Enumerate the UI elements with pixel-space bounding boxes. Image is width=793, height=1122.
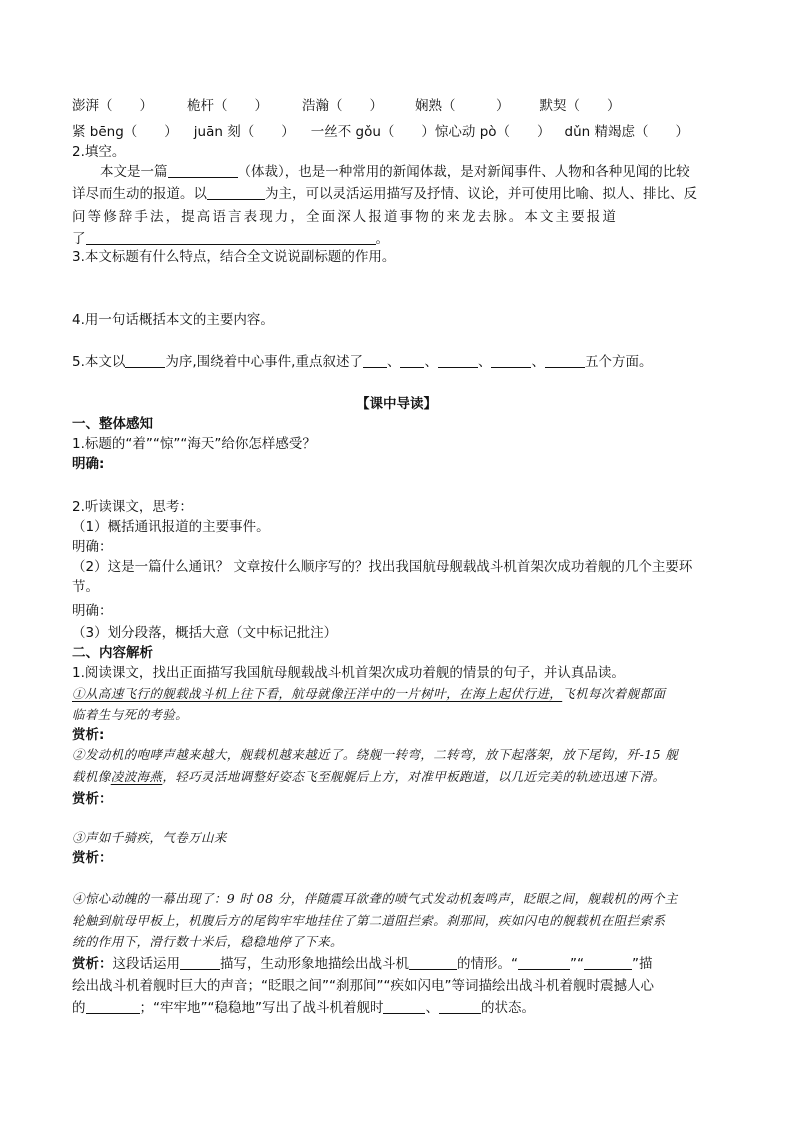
- appreciate-label: 赏析：: [72, 850, 113, 866]
- pinyin-item: 浩瀚（ ）: [302, 98, 383, 114]
- pinyin-item: 一丝不 gǒu（ ）: [310, 124, 435, 140]
- sentence-2: ②发动机的咆哮声越来越大，舰载机越来越近了。绕舰一转弯，二转弯，放下起落架，放下尾钩，歼-15 舰: [72, 747, 679, 762]
- pinyin-item: 桅杆（ ）: [187, 98, 268, 114]
- answer-label: 明确：: [72, 603, 113, 619]
- answer-blank[interactable]: [363, 353, 387, 368]
- part1-q2-2-cont: 节。: [72, 579, 99, 595]
- appreciation-line-2: 绘出战斗机着舰时巨大的声音；“眨眼之间”“刹那间”“疾如闪电”等词描绘出战斗机着舰时震撼人心: [72, 978, 654, 994]
- part1-heading: 一、整体感知: [72, 416, 153, 432]
- sentence-4-cont: 轮触到航母甲板上，机腹后方的尾钩牢牢地挂住了第二道阻拦索。刹那间，疾如闪电的舰载机在阻拦索系: [72, 913, 666, 928]
- answer-blank[interactable]: [383, 999, 425, 1014]
- q2-line-2: 详尽而生动的报道。以 为主，可以灵活运用描写及抒情、议论，并可使用比喻、拟人、排比、反: [72, 186, 697, 202]
- answer-blank[interactable]: [584, 955, 632, 970]
- appreciate-label: 赏析：: [72, 791, 113, 807]
- appreciation-line-3: 的 ；“牢牢地”“稳稳地”写出了战斗机着舰时 、 的状态。: [72, 1000, 535, 1016]
- answer-blank[interactable]: [168, 163, 238, 178]
- part1-q2: 2.听读课文，思考：: [72, 499, 193, 515]
- appreciate-label: 赏析:: [72, 727, 105, 743]
- pinyin-item: 默契（ ）: [539, 98, 621, 114]
- pinyin-item: 紧 bēng（ ）: [72, 124, 178, 140]
- sentence-3: ③声如千骑疾，气卷万山来: [72, 830, 227, 845]
- q3: 3.本文标题有什么特点，结合全文说说副标题的作用。: [72, 249, 396, 265]
- answer-blank[interactable]: [180, 955, 220, 970]
- sentence-1: ①从高速飞行的舰载战斗机上往下看，航母就像汪洋中的一片树叶，在海上起伏行进，飞机每次着舰都面: [72, 686, 666, 701]
- answer-blank[interactable]: [86, 999, 140, 1014]
- pinyin-item: 惊心动 pò（ ）: [434, 124, 551, 140]
- sentence-4: ④惊心动魄的一幕出现了：9 时 08 分，伴随震耳欲聋的喷气式发动机轰鸣声，眨眼之间，舰载机的两个主: [72, 891, 678, 906]
- sentence-1-cont: 临着生与死的考验。: [72, 707, 189, 722]
- answer-blank[interactable]: [491, 353, 531, 368]
- q2-heading: 2.填空。: [72, 144, 126, 160]
- sentence-2-cont: 载机像凌波海燕，轻巧灵活地调整好姿态飞至舰艉后上方，对准甲板跑道，以几近完美的轨迹迅速下滑。: [72, 769, 666, 784]
- answer-label: 明确：: [72, 539, 113, 555]
- q2-line-4: 了 。: [72, 231, 389, 247]
- q2-line-1: 本文是一篇 （体裁），也是一种常用的新闻体裁，是对新闻事件、人物和各种见闻的比较: [100, 164, 690, 180]
- answer-blank[interactable]: [545, 353, 585, 368]
- answer-blank[interactable]: [125, 353, 165, 368]
- part1-q2-2: （2）这是一篇什么通讯？ 文章按什么顺序写的？找出我国航母舰载战斗机首架次成功着舰的几个主要环: [72, 559, 693, 575]
- answer-blank[interactable]: [518, 955, 570, 970]
- answer-blank[interactable]: [86, 230, 376, 245]
- answer-label: 明确:: [72, 456, 105, 472]
- appreciation-line-1: 赏析：这段话运用 描写，生动形象地描绘出战斗机 的情形。“ ”“ ”描: [72, 956, 653, 972]
- q5: 5.本文以 为序,围绕着中心事件,重点叙述了 、 、 、 、 五个方面。: [72, 354, 653, 370]
- pinyin-item: 娴熟（ ）: [415, 98, 510, 114]
- pinyin-item: dǔn 精竭虑（ ）: [564, 124, 690, 140]
- pinyin-item: 澎湃（ ）: [72, 98, 153, 114]
- answer-blank[interactable]: [438, 353, 478, 368]
- pinyin-item: juān 刻（ ）: [193, 124, 295, 140]
- part2-heading: 二、内容解析: [72, 645, 153, 661]
- answer-blank[interactable]: [207, 185, 265, 200]
- q4: 4.用一句话概括本文的主要内容。: [72, 312, 274, 328]
- part1-q1: 1.标题的“着”“惊”“海天”给你怎样感受？: [72, 436, 316, 452]
- pinyin-row-2: [72, 122, 689, 142]
- q2-line-3: 问等修辞手法，提高语言表现力，全面深人报道事物的来龙去脉。本文主要报道: [72, 209, 618, 225]
- answer-blank[interactable]: [400, 353, 424, 368]
- part1-q2-3: （3）划分段落，概括大意（文中标记批注）: [72, 625, 338, 641]
- pinyin-row-1: [72, 96, 621, 116]
- section-title: 【课中导读】: [356, 396, 437, 412]
- answer-blank[interactable]: [409, 955, 457, 970]
- answer-blank[interactable]: [439, 999, 481, 1014]
- part2-q1: 1.阅读课文，找出正面描写我国航母舰载战斗机首架次成功着舰的情景的句子，并认真品读。: [72, 665, 625, 681]
- sentence-4-end: 统的作用下，滑行数十米后，稳稳地停了下来。: [72, 934, 343, 949]
- part1-q2-1: （1）概括通讯报道的主要事件。: [72, 519, 270, 535]
